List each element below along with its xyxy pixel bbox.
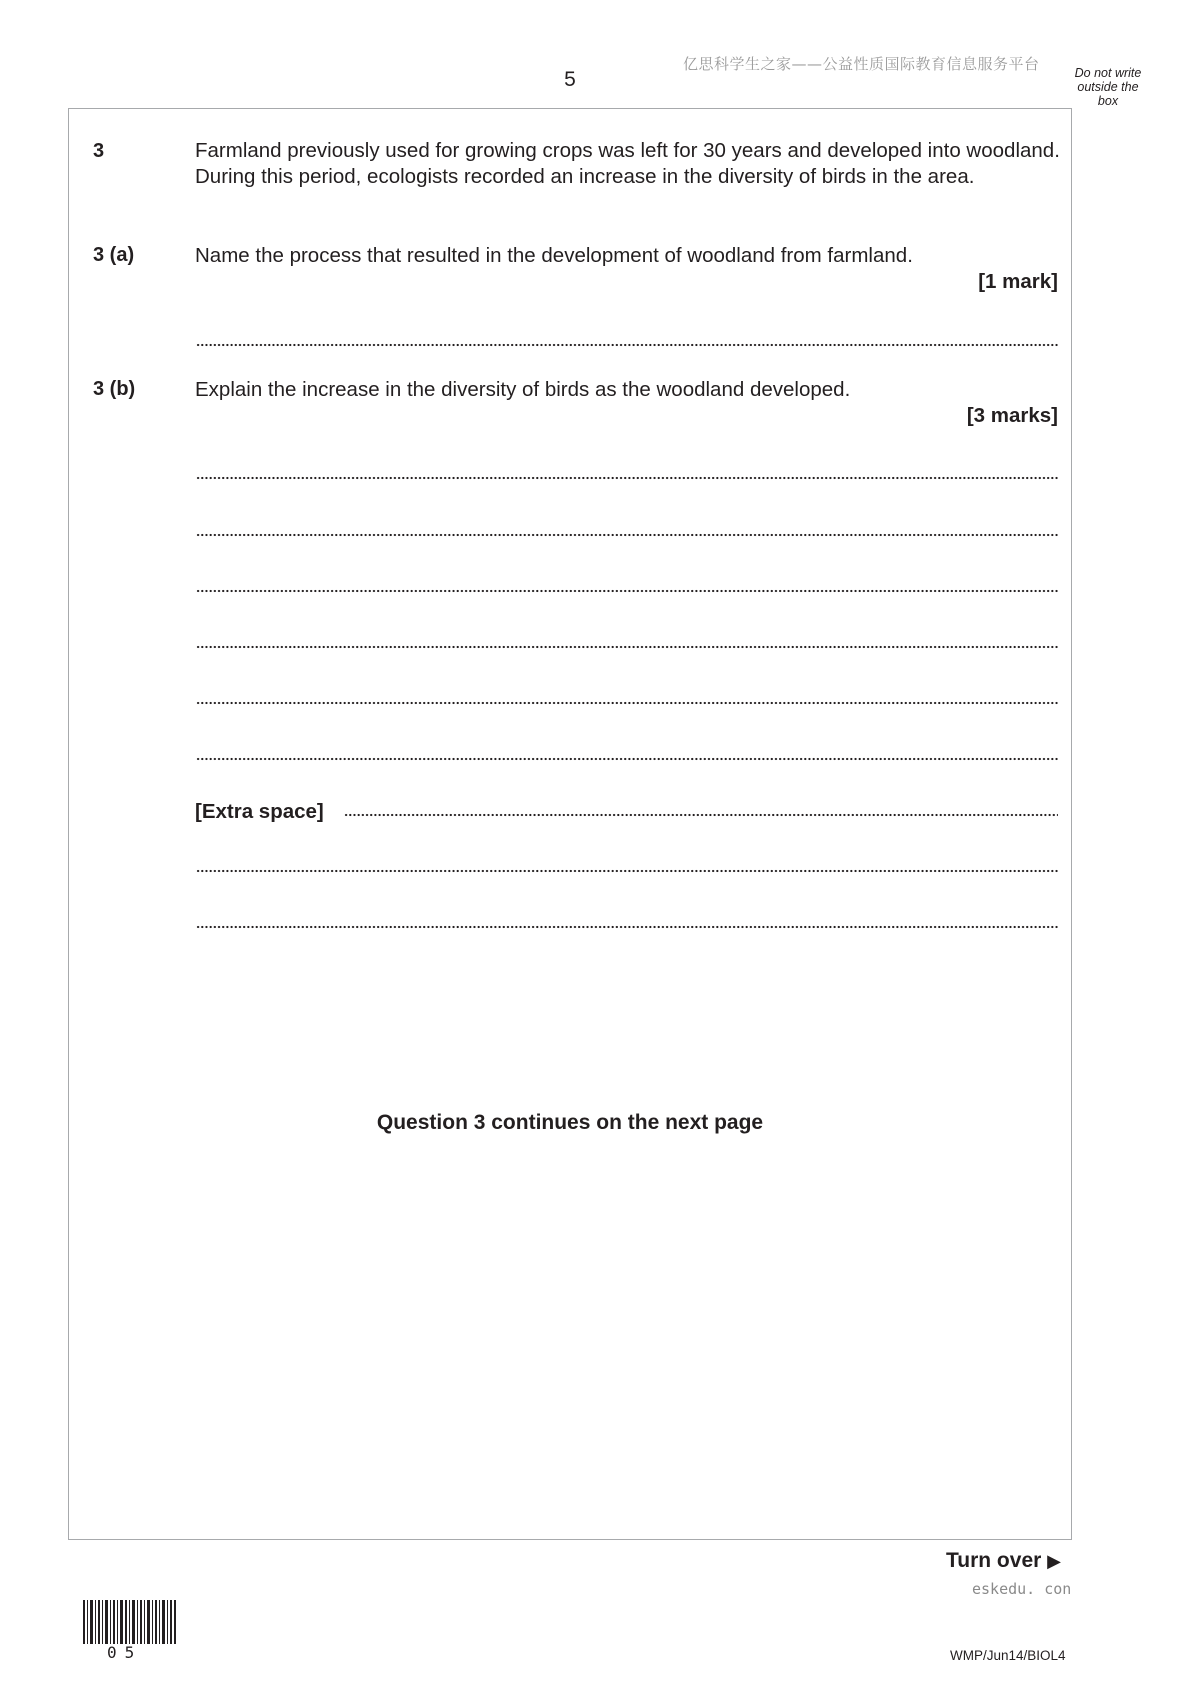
right-triangle-icon: ▶ xyxy=(1047,1551,1061,1571)
extra-answer-line[interactable] xyxy=(196,869,1058,873)
answer-line[interactable] xyxy=(196,533,1058,537)
answer-line[interactable] xyxy=(196,476,1058,480)
barcode-number: 05 xyxy=(107,1643,143,1662)
part-b-marks: [3 marks] xyxy=(966,404,1058,427)
site-watermark: eskedu. con xyxy=(972,1580,1072,1598)
extra-space-label: [Extra space] xyxy=(195,800,324,823)
turn-over-label: Turn over xyxy=(946,1549,1042,1572)
answer-line[interactable] xyxy=(196,645,1058,649)
answer-box-border xyxy=(68,108,1072,1540)
part-a-text: Name the process that resulted in the development of woodland from farmland. xyxy=(195,244,913,267)
watermark-text: 亿思科学生之家——公益性质国际教育信息服务平台 xyxy=(683,55,1040,73)
answer-line[interactable] xyxy=(196,701,1058,705)
page-number: 5 xyxy=(564,68,576,91)
answer-line[interactable] xyxy=(196,589,1058,593)
continue-note: Question 3 continues on the next page xyxy=(376,1111,764,1134)
turn-over xyxy=(946,1549,1061,1573)
part-a-label: 3 (a) xyxy=(93,244,135,266)
part-b-label: 3 (b) xyxy=(93,378,136,400)
part-a-marks: [1 mark] xyxy=(978,270,1058,293)
question-number: 3 xyxy=(93,140,105,162)
question-intro: Farmland previously used for growing crops was left for 30 years and developed into woodland. During this period, ecologists recorded an increase in the diversity of birds in the area. xyxy=(195,139,1060,188)
barcode-icon xyxy=(83,1600,177,1644)
answer-line[interactable] xyxy=(196,757,1058,761)
margin-note: Do not write outside the box xyxy=(1074,66,1142,108)
answer-line[interactable] xyxy=(196,343,1058,347)
extra-answer-line[interactable] xyxy=(196,925,1058,929)
part-b-text: Explain the increase in the diversity of birds as the woodland developed. xyxy=(195,378,851,401)
extra-answer-line[interactable] xyxy=(344,813,1058,817)
paper-reference: WMP/Jun14/BIOL4 xyxy=(950,1648,1066,1663)
